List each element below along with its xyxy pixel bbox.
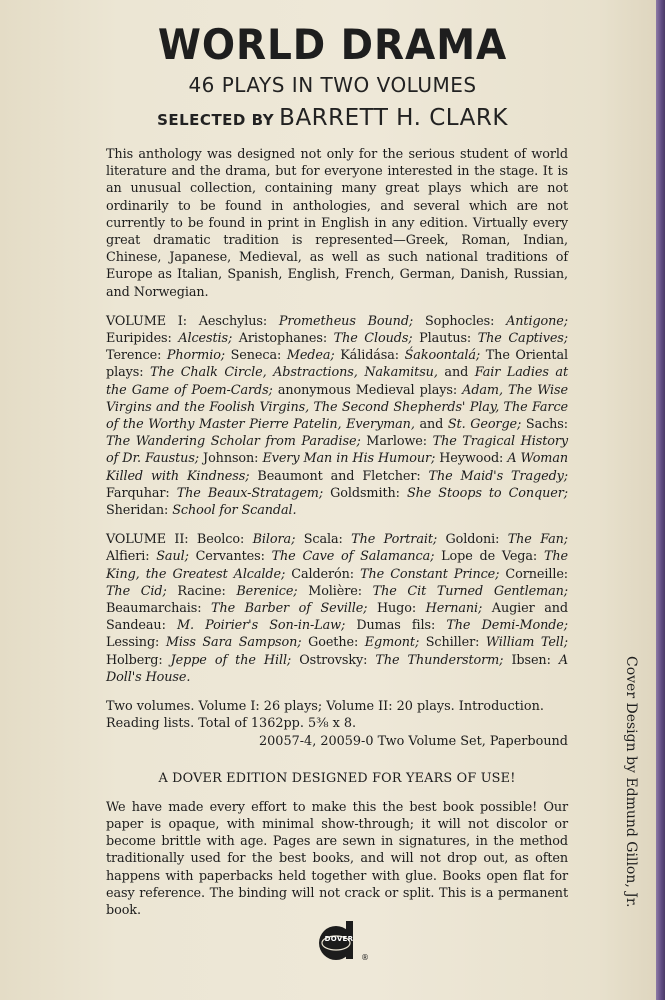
play-title: Antigone;: [506, 313, 568, 329]
author-text: Lessing:: [106, 635, 166, 651]
author-text: Hugo:: [367, 601, 426, 617]
author-text: anonymous Medieval plays:: [272, 382, 463, 398]
author-text: Terence:: [106, 348, 167, 364]
author-text: Ibsen:: [503, 652, 559, 668]
intro-paragraph: This anthology was designed not only for the serious student of world literature and the drama, but for everyone interested in the stage. It is an unusual collection, containing many great plays which are not ordinarily to be found in anthologies, and several which are not currently to be found in print in English in any edition. Virtually every great dramatic tradition is represented—Greek, Roman, Indian, Chinese, Japanese, Medieval, as well as such national traditions of Europe as Italian, Spanish, English, French, German, Danish, Russian, and Norwegian.: [106, 147, 568, 300]
play-title: Saul;: [156, 549, 189, 565]
play-title: Berenice;: [236, 583, 298, 599]
description-body: [106, 146, 568, 919]
author-text: and: [414, 417, 448, 433]
author-text: Sachs:: [521, 417, 568, 433]
play-title: Prometheus Bound;: [278, 313, 414, 329]
specs-line-1: Two volumes. Volume I: 26 plays; Volume II: 20 plays. Introduction. Reading lists. Total of 1362pp. 5⅜ x 8.: [106, 699, 544, 732]
cover-credit: Cover Design by Edmund Gillon, Jr.: [623, 656, 639, 908]
author-text: Dumas fils:: [345, 618, 447, 634]
play-title: The Cid;: [106, 583, 167, 599]
author-text: Marlowe:: [360, 434, 433, 450]
play-title: Jeppe of the Hill;: [170, 652, 292, 668]
author-text: Molière:: [297, 583, 373, 599]
play-title: The Constant Prince;: [360, 566, 500, 582]
play-title: The Captives;: [477, 331, 568, 347]
author-text: Scala:: [295, 532, 352, 548]
author-text: Augier and Sandeau:: [106, 601, 568, 634]
play-title: A Woman Killed with Kindness;: [106, 451, 569, 484]
play-title: Adam, The Wise Virgins and the Foolish Virgins, The Second Shepherds' Play, The Farce of the Worthy Master Pierre Patelin, Everyman,: [106, 382, 568, 433]
play-title: The Portrait;: [351, 532, 438, 548]
play-title: The Maid's Tragedy;: [428, 468, 568, 484]
play-title: She Stoops to Conquer;: [406, 485, 568, 501]
author-text: Goethe:: [301, 635, 365, 651]
book-title: WORLD DRAMA: [157, 20, 508, 69]
author-text: Beaumont and Fletcher:: [249, 468, 429, 484]
author-text: Alfieri:: [106, 549, 157, 565]
editor-line: [0, 104, 665, 134]
specs-line-2: 20057-4, 20059-0 Two Volume Set, Paperbound: [259, 733, 568, 749]
play-title: Śakoontalá;: [404, 348, 481, 364]
dover-heading: A DOVER EDITION DESIGNED FOR YEARS OF USE!: [158, 770, 516, 786]
author-text: Plautus:: [412, 331, 478, 347]
author-text: Goldsmith:: [323, 485, 407, 501]
play-title: Phormio;: [166, 348, 226, 364]
play-title: The Chalk Circle, Abstractions, Nakamitsu,: [150, 365, 438, 381]
spine-edge: [656, 0, 665, 1000]
play-title: The Wandering Scholar from Paradise;: [106, 434, 361, 450]
play-title: Every Man in His Humour;: [262, 451, 436, 467]
play-title: Egmont;: [364, 635, 420, 651]
volume-2-contents: [106, 531, 568, 686]
author-text: and: [437, 365, 475, 381]
play-title: Bilora;: [252, 532, 296, 548]
selected-by-label: SELECTED BY: [157, 111, 275, 129]
author-text: Sheridan:: [106, 503, 173, 519]
play-title: School for Scandal.: [172, 503, 297, 519]
volume-1-contents: [106, 313, 568, 519]
author-text: Goldoni:: [437, 532, 508, 548]
play-title: The Beaux-Stratagem;: [176, 485, 324, 501]
author-text: Johnson:: [199, 451, 263, 467]
editor-name: BARRETT H. CLARK: [279, 105, 508, 131]
author-text: Euripides:: [106, 331, 179, 347]
author-text: Ostrovsky:: [291, 652, 376, 668]
dover-logo: [316, 915, 370, 967]
author-text: The Oriental plays:: [106, 348, 568, 381]
specs: [106, 698, 568, 750]
author-text: Schiller:: [419, 635, 486, 651]
author-text: VOLUME II: Beolco:: [106, 532, 253, 548]
header: [0, 22, 665, 134]
author-text: Farquhar:: [106, 485, 177, 501]
dover-logo-text: DOVER: [324, 935, 354, 943]
play-title: The Barber of Seville;: [211, 601, 368, 617]
author-text: Heywood:: [435, 451, 508, 467]
author-text: Beaumarchais:: [106, 601, 212, 617]
play-title: Miss Sara Sampson;: [165, 635, 302, 651]
play-title: The Clouds;: [333, 331, 413, 347]
author-text: Sophocles:: [413, 313, 507, 329]
author-text: Corneille:: [499, 566, 569, 582]
play-title: The Cave of Salamanca;: [271, 549, 435, 565]
play-title: Fair Ladies at the Game of Poem-Cards;: [106, 365, 568, 398]
registered-mark: ®: [361, 953, 369, 962]
author-text: Seneca:: [225, 348, 287, 364]
author-text: Lope de Vega:: [434, 549, 544, 565]
dover-paragraph: We have made every effort to make this the best book possible! Our paper is opaque, with minimal show-through; it will not discolor or become brittle with age. Pages are sewn in signatures, in the method traditionally used for the best books, and will not drop out, as often happens with paperbacks held together with glue. Books open flat for easy reference. The binding will not crack or split. This is a permanent book.: [106, 799, 568, 918]
play-title: A Doll's House.: [106, 652, 569, 685]
author-text: VOLUME I: Aeschylus:: [106, 313, 279, 329]
author-text: Holberg:: [106, 652, 171, 668]
play-title: The King, the Greatest Alcalde;: [106, 549, 569, 582]
author-text: Kálidása:: [334, 348, 405, 364]
play-title: Alcestis;: [178, 331, 233, 347]
author-text: Cervantes:: [188, 549, 272, 565]
play-title: The Fan;: [507, 532, 569, 548]
author-text: Calderón:: [285, 566, 361, 582]
book-subtitle: 46 PLAYS IN TWO VOLUMES: [188, 73, 477, 97]
play-title: St. George;: [447, 417, 522, 433]
author-text: Aristophanes:: [232, 331, 334, 347]
play-title: William Tell;: [485, 635, 568, 651]
play-title: The Thunderstorm;: [375, 652, 504, 668]
play-title: The Demi-Monde;: [446, 618, 568, 634]
play-title: M. Poirier's Son-in-Law;: [176, 618, 346, 634]
play-title: Hernani;: [425, 601, 483, 617]
play-title: Medea;: [286, 348, 335, 364]
play-title: The Cit Turned Gentleman;: [372, 583, 568, 599]
author-text: Racine:: [166, 583, 237, 599]
play-title: The Tragical History of Dr. Faustus;: [106, 434, 568, 467]
